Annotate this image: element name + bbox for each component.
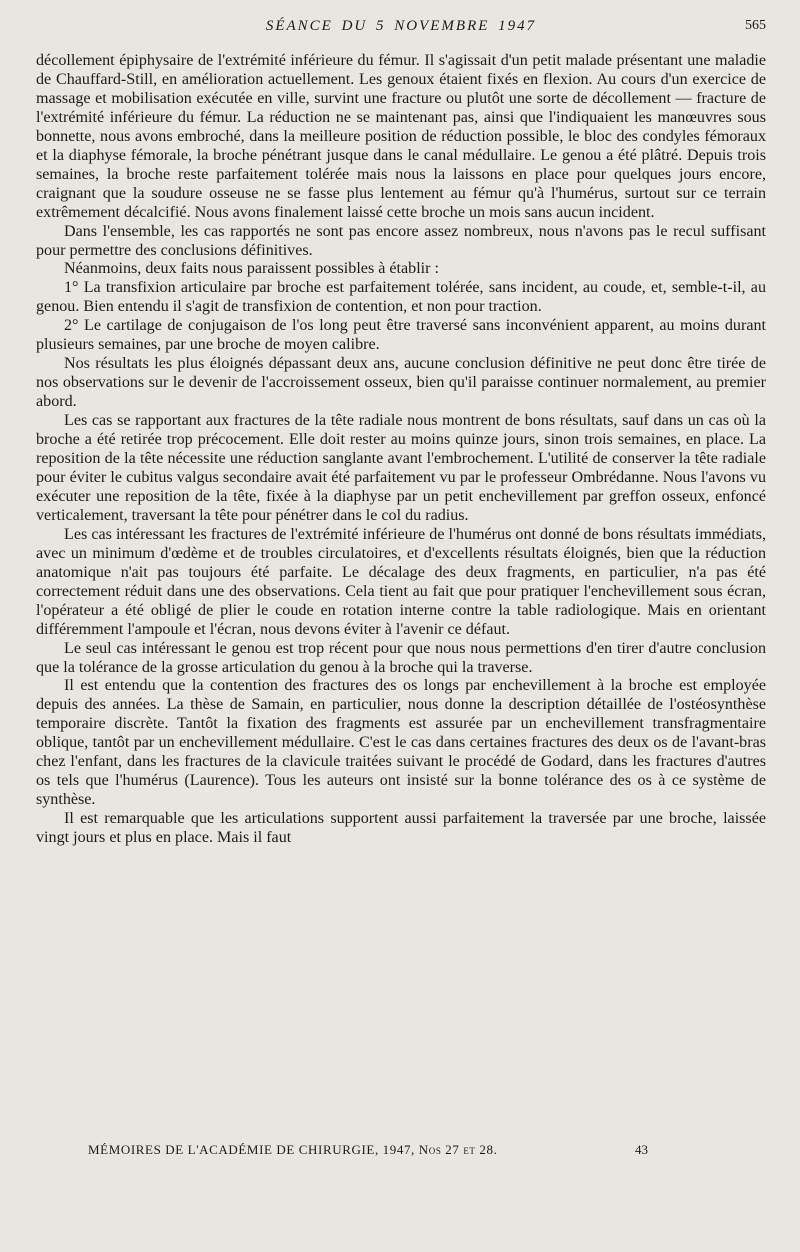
paragraph: Le seul cas intéressant le genou est trop récent pour que nous nous permettions d'en tirer d'autre conclusion que la tolérance de la grosse articulation du genou à la broche qui la traverse. — [36, 639, 766, 676]
paragraph: Les cas se rapportant aux fractures de la tête radiale nous montrent de bons résultats, sauf dans un cas où la broche a été retirée trop précocement. Elle doit rester au moins quinze jours, sinon trois semaines, en place. La reposition de la tête nécessite une réduction sanglante avant l'embrochement. L'utilité de conserver la tête radiale pour éviter le cubitus valgus secondaire avait été parfaitement vu par le professeur Ombrédanne. Nous l'avons vu exécuter une reposition de la tête, fixée à la diaphyse par un petit enchevillement par greffon osseux, enfoncé verticalement, traversant la tête pour pénétrer dans le col du radius. — [36, 412, 766, 524]
paragraph: Nos résultats les plus éloignés dépassant deux ans, aucune conclusion définitive ne peut donc être tirée de nos observations sur le devenir de l'accroissement osseux, bien qu'il paraisse continuer normalement, au premier abord. — [36, 355, 766, 411]
paragraph: Il est remarquable que les articulations supportent aussi parfaitement la traversée par une broche, laissée vingt jours et plus en place. Mais il faut — [36, 810, 766, 847]
body-text — [36, 52, 766, 848]
sheet-number: 43 — [635, 1142, 648, 1157]
paragraph: 2° Le cartilage de conjugaison de l'os long peut être traversé sans inconvénient apparent, au moins durant plusieurs semaines, par une broche de moyen calibre. — [36, 317, 766, 354]
paragraph: 1° La transfixion articulaire par broche est parfaitement tolérée, sans incident, au coude, et, semble-t-il, au genou. Bien entendu il s'agit de transfixion de contention, et non pour traction. — [36, 279, 766, 316]
journal-citation: MÉMOIRES DE L'ACADÉMIE DE CHIRURGIE, 1947, Nos 27 et 28. — [88, 1142, 498, 1157]
page-number: 565 — [745, 18, 766, 33]
paragraph: Néanmoins, deux faits nous paraissent possibles à établir : — [64, 260, 439, 278]
running-title: SÉANCE DU 5 NOVEMBRE 1947 — [265, 18, 537, 34]
paragraph: décollement épiphysaire de l'extrémité inférieure du fémur. Il s'agissait d'un petit malade présentant une maladie de Chauffard-Still, en amélioration actuellement. Les genoux étaient fixés en flexion. Au cours d'un exercice de massage et mobilisation exécutée en ville, survint une fracture ou plutôt une sorte de décollement — fracture de l'extrémité inférieure du fémur. La réduction ne se maintenant pas, ainsi que l'indiquaient les manœuvres sous bonnette, nous avons embroché, dans la meilleure position de réduction possible, le bloc des condyles fémoraux et la diaphyse fémorale, la broche pénétrant jusque dans le canal médullaire. Le genou a été plâtré. Depuis trois semaines, la broche reste parfaitement tolérée mais nous la laissons en place pour quelques jours encore, craignant que la soudure osseuse ne se fasse plus lentement au fémur qu'à l'humérus, surtout sur ce terrain extrêmement décalcifié. Nous avons finalement laissé cette broche un mois sans aucun incident. — [36, 52, 766, 221]
running-head — [36, 18, 766, 40]
paragraph: Dans l'ensemble, les cas rapportés ne sont pas encore assez nombreux, nous n'avons pas le recul suffisant pour permettre des conclusions définitives. — [36, 222, 766, 259]
paragraph: Les cas intéressant les fractures de l'extrémité inférieure de l'humérus ont donné de bons résultats immédiats, avec un minimum d'œdème et de troubles circulatoires, et d'excellents résultats éloignés, bien que la réduction anatomique n'ait pas toujours été parfaite. Le décalage des deux fragments, en particulier, n'a pas été correctement réduit dans une des observations. Cela tient au fait que pour pratiquer l'enchevillement sous écran, l'opérateur a été obligé de plier le coude en rotation interne contre la table radiologique. Mais en orientant différemment l'ampoule et l'écran, nous devons éviter à l'avenir ce défaut. — [36, 525, 766, 638]
paragraph: Il est entendu que la contention des fractures des os longs par enchevillement à la broche est employée depuis des années. La thèse de Samain, en particulier, nous donne la description détaillée de l'ostéosynthèse temporaire discrète. Tantôt la fixation des fragments est assurée par un enchevillement transfragmentaire oblique, tantôt par un enchevillement médullaire. C'est le cas dans certaines fractures des deux os de l'avant-bras chez l'enfant, dans les fractures de la clavicule traitées suivant le procédé de Godard, dans les fractures d'autres os tels que l'humérus (Laurence). Tous les auteurs ont insisté sur la bonne tolérance des os à ce système de synthèse. — [36, 677, 766, 809]
page-footer — [88, 1142, 648, 1162]
